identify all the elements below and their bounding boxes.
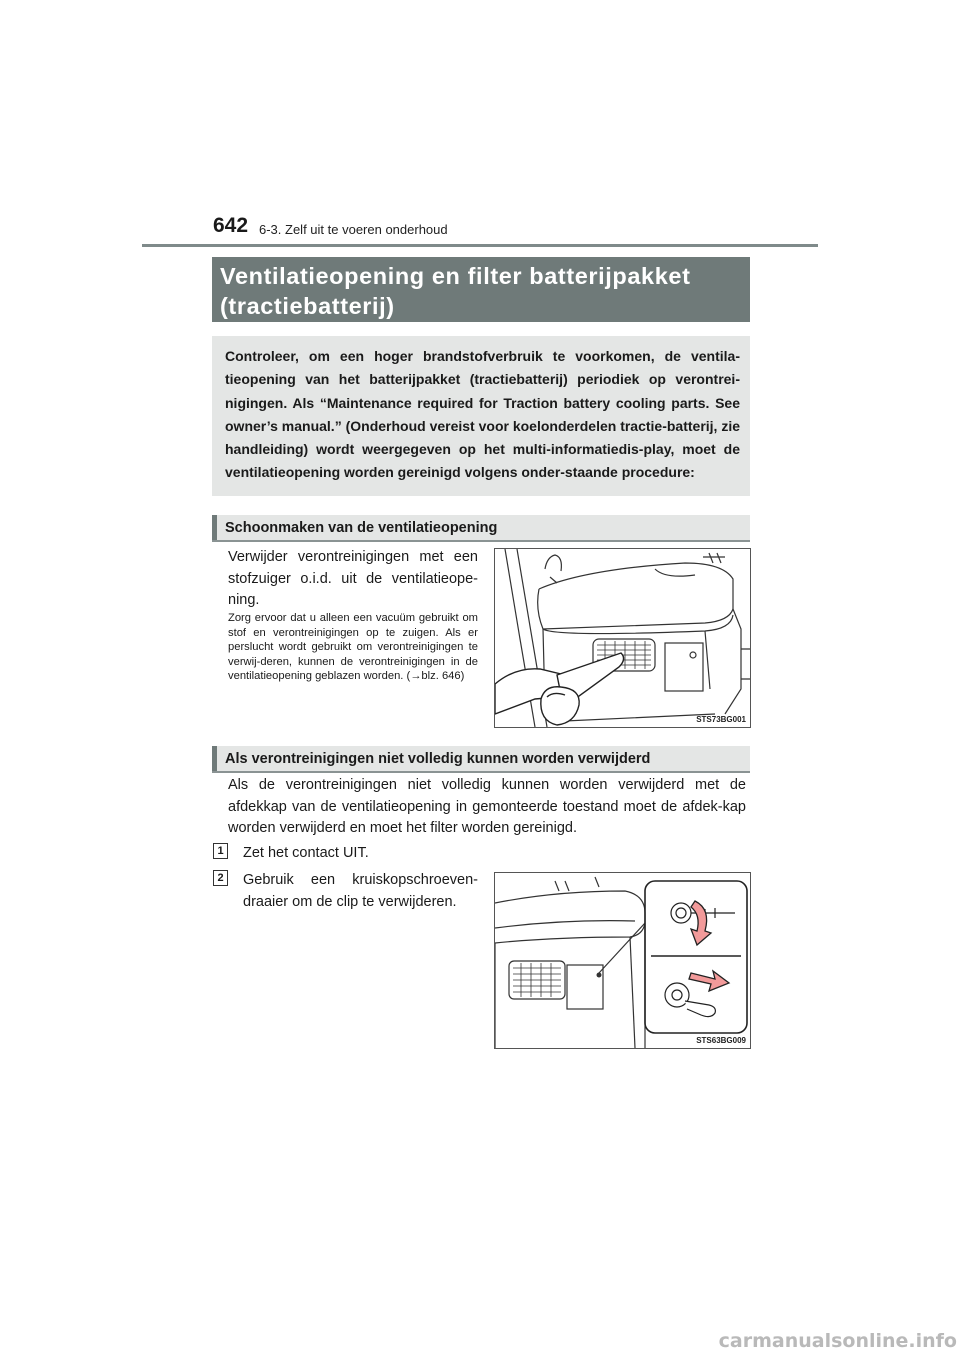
cleaning-note [228,611,478,684]
page-reference: (→blz. 646) [406,670,465,683]
step-2-badge: 2 [213,870,228,886]
intro-box: Controleer, om een hoger brandstofverbruik te voorkomen, de ventila-tieopening van het batterijpakket (tractiebatterij) periodiek op verontrei-nigingen. Als “Maintenance required for Traction battery cooling parts. See owner’s manual.” (Onderhoud vereist voor koelonderdelen tractie-batterij, zie handleiding) wordt weergegeven op het multi-informatiedis-play, moet de ventilatieopening worden gereinigd volgens onder-staande procedure: [212,336,750,496]
image-code: STS73BG001 [696,715,746,724]
page-title [212,257,750,322]
vacuum-vent-drawing [495,549,750,727]
cleaning-note-text: Zorg ervoor dat u alleen een vacuüm gebruikt om stof en verontreinigingen op te zuigen. Als er perslucht wordt gebruikt om verontreinigingen te verwij-deren, kunnen de verontreinigingen in de ventilatieopening geblazen worden. [228,612,478,683]
page-title-line-2: (tractiebatterij) [220,293,395,319]
section-heading-cleaning: Schoonmaken van de ventilatieopening [212,515,750,542]
clip-removal-drawing [495,873,750,1048]
cleaning-instruction: Verwijder verontreinigingen met een stofzuiger o.i.d. uit de ventilatieope-ning. [228,549,478,608]
header-divider [142,244,818,247]
removal-instruction: Als de verontreinigingen niet volledig kunnen worden verwijderd met de afdekkap van de ventilatieopening in gemonteerde toestand moet de afdek-kap worden verwijderd en moet het filter worden gereinigd. [228,777,746,836]
illustration-vacuum-vent [494,548,751,728]
page-number: 642 [213,214,249,237]
step-1-badge: 1 [213,843,228,859]
watermark: carmanualsonline.info [718,1330,957,1352]
section-heading-incomplete-removal: Als verontreinigingen niet volledig kunnen worden verwijderd [212,746,750,773]
illustration-clip-removal [494,872,751,1049]
step-2-text: Gebruik een kruiskopschroeven-draaier om de clip te verwijderen. [243,872,478,910]
image-code: STS63BG009 [696,1036,746,1045]
page-title-line-1: Ventilatieopening en filter batterijpakket [220,263,691,289]
step-1-text: Zet het contact UIT. [243,845,369,861]
section-breadcrumb: 6-3. Zelf uit te voeren onderhoud [259,222,448,237]
